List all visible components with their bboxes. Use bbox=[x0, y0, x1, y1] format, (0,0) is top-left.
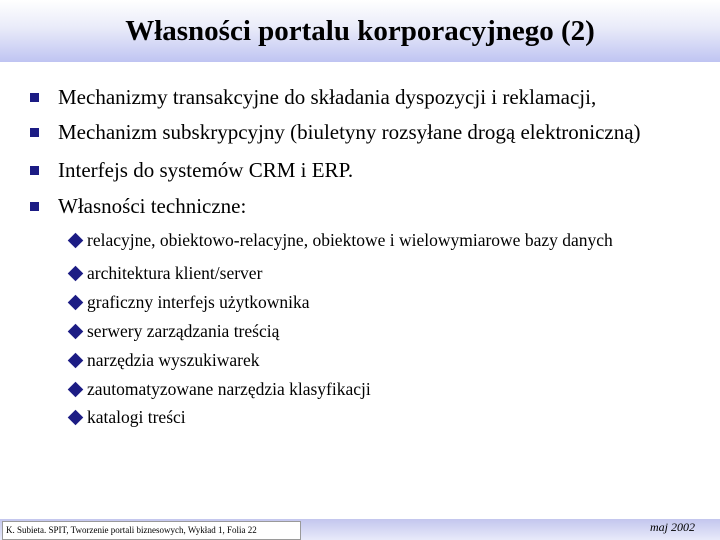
square-bullet-icon bbox=[30, 166, 39, 175]
sub-bullet-text: zautomatyzowane narzędzia klasyfikacji bbox=[87, 378, 371, 399]
footer-citation: K. Subieta. SPIT, Tworzenie portali biznesowych, Wykład 1, Folia 22 bbox=[6, 525, 257, 535]
diamond-bullet-icon bbox=[68, 352, 84, 368]
sub-bullet-text: narzędzia wyszukiwarek bbox=[87, 349, 260, 370]
sub-bullet-item bbox=[67, 378, 371, 400]
sub-bullet-item bbox=[67, 406, 186, 428]
bullet-item bbox=[30, 118, 641, 146]
slide-title: Własności portalu korporacyjnego (2) bbox=[125, 15, 595, 47]
sub-bullet-text: serwery zarządzania treścią bbox=[87, 320, 280, 341]
diamond-bullet-icon bbox=[68, 265, 84, 281]
bullet-text: Mechanizmy transakcyjne do składania dyspozycji i reklamacji, bbox=[58, 84, 597, 109]
bullet-item bbox=[30, 156, 353, 184]
sub-bullet-item bbox=[67, 349, 259, 371]
diamond-bullet-icon bbox=[68, 409, 84, 425]
square-bullet-icon bbox=[30, 128, 39, 137]
diamond-bullet-icon bbox=[68, 323, 84, 339]
sub-bullet-item bbox=[67, 229, 613, 251]
bullet-text: Mechanizm subskrypcyjny (biuletyny rozsyłane drogą elektroniczną) bbox=[58, 119, 641, 144]
sub-bullet-text: relacyjne, obiektowo-relacyjne, obiektowe i wielowymiarowe bazy danych bbox=[87, 229, 613, 250]
diamond-bullet-icon bbox=[68, 232, 84, 248]
bullet-item bbox=[30, 192, 246, 220]
bullet-item bbox=[30, 83, 596, 111]
footer-date: maj 2002 bbox=[650, 520, 695, 534]
sub-bullet-text: katalogi treści bbox=[87, 406, 186, 427]
sub-bullet-item bbox=[67, 320, 279, 342]
bullet-text: Własności techniczne: bbox=[58, 193, 247, 218]
sub-bullet-item bbox=[67, 291, 310, 313]
diamond-bullet-icon bbox=[68, 294, 84, 310]
sub-bullet-item bbox=[67, 262, 262, 284]
bullet-text: Interfejs do systemów CRM i ERP. bbox=[58, 157, 354, 182]
diamond-bullet-icon bbox=[68, 381, 84, 397]
square-bullet-icon bbox=[30, 93, 39, 102]
sub-bullet-text: architektura klient/server bbox=[87, 262, 263, 283]
sub-bullet-text: graficzny interfejs użytkownika bbox=[87, 291, 310, 312]
square-bullet-icon bbox=[30, 202, 39, 211]
